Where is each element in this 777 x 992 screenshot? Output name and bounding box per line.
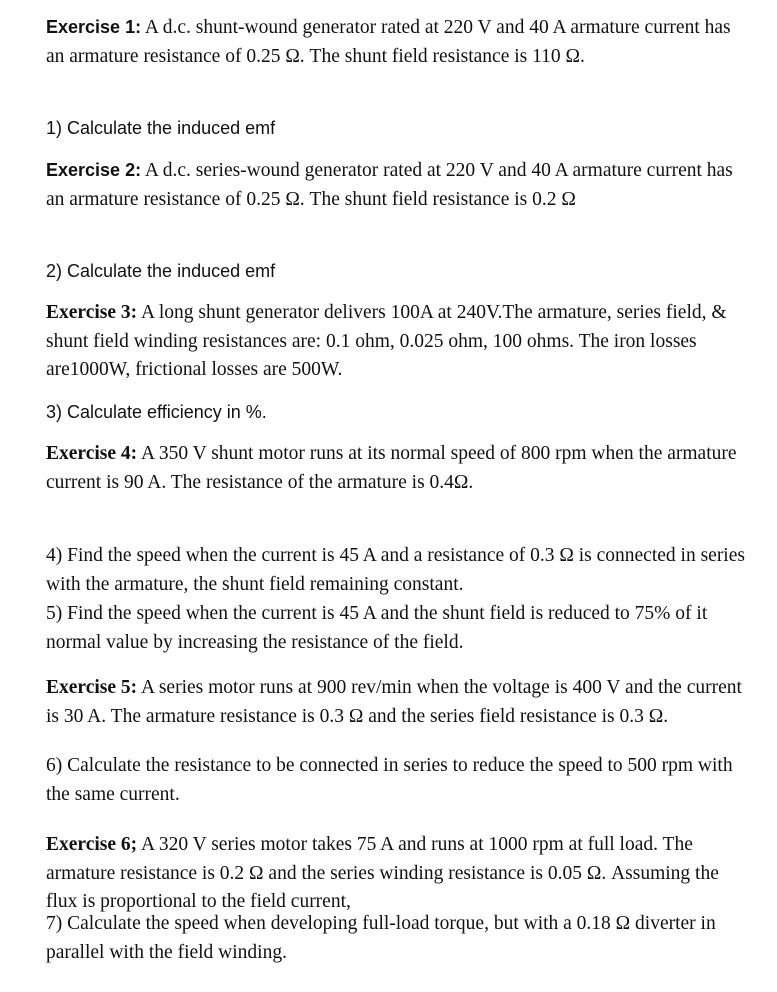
exercise-1-heading: Exercise 1: bbox=[46, 17, 142, 37]
exercise-5-heading: Exercise 5: bbox=[46, 677, 138, 698]
exercise-5-question: 6) Calculate the resistance to be connected in series to reduce the speed to 500 rpm with the same current. bbox=[46, 755, 733, 805]
exercise-6-statement bbox=[46, 831, 746, 917]
exercise-3-statement bbox=[46, 299, 746, 385]
exercise-6-question: 7) Calculate the speed when developing full-load torque, but with a 0.18 Ω diverter in parallel with the field winding. bbox=[46, 913, 716, 963]
exercise-1-question: 1) Calculate the induced emf bbox=[46, 118, 276, 138]
exercise-6-heading: Exercise 6; bbox=[46, 834, 138, 855]
exercise-3-question: 3) Calculate efficiency in %. bbox=[46, 402, 267, 422]
exercise-4-question-b: 5) Find the speed when the current is 45 A and the shunt field is reduced to 75% of it normal value by increasing the resistance of the field. bbox=[46, 603, 708, 653]
exercise-2-text: A d.c. series-wound generator rated at 220 V and 40 A armature current has an armature resistance of 0.25 Ω. The shunt field resistance is 0.2 Ω bbox=[46, 160, 733, 210]
exercise-5-text: A series motor runs at 900 rev/min when the voltage is 400 V and the current is 30 A. The armature resistance is 0.3 Ω and the series field resistance is 0.3 Ω. bbox=[46, 677, 742, 727]
exercise-4-statement bbox=[46, 440, 746, 497]
exercise-1-statement bbox=[46, 13, 746, 71]
exercise-1-text: A d.c. shunt-wound generator rated at 220 V and 40 A armature current has an armature resistance of 0.25 Ω. The shunt field resistance is 110 Ω. bbox=[46, 17, 731, 67]
exercise-2-question: 2) Calculate the induced emf bbox=[46, 261, 276, 281]
exercise-2-statement bbox=[46, 156, 746, 214]
exercise-6-text: A 320 V series motor takes 75 A and runs at 1000 rpm at full load. The armature resistance is 0.2 Ω and the series winding resistance is 0.05 Ω. Assuming the flux is proportional to the field current, bbox=[46, 834, 719, 912]
exercise-4-text: A 350 V shunt motor runs at its normal speed of 800 rpm when the armature current is 90 A. The resistance of the armature is 0.4Ω. bbox=[46, 443, 737, 493]
exercise-3-text: A long shunt generator delivers 100A at 240V.The armature, series field, & shunt field winding resistances are: 0.1 ohm, 0.025 ohm, 100 ohms. The iron losses are1000W, frictional losses are 500W. bbox=[46, 302, 727, 380]
exercise-3-heading: Exercise 3: bbox=[46, 302, 138, 323]
exercise-2-heading: Exercise 2: bbox=[46, 160, 142, 180]
exercise-5-statement bbox=[46, 674, 746, 731]
exercise-4-heading: Exercise 4: bbox=[46, 443, 138, 464]
exercise-4-question-a: 4) Find the speed when the current is 45 A and a resistance of 0.3 Ω is connected in series with the armature, the shunt field remaining constant. bbox=[46, 545, 745, 595]
